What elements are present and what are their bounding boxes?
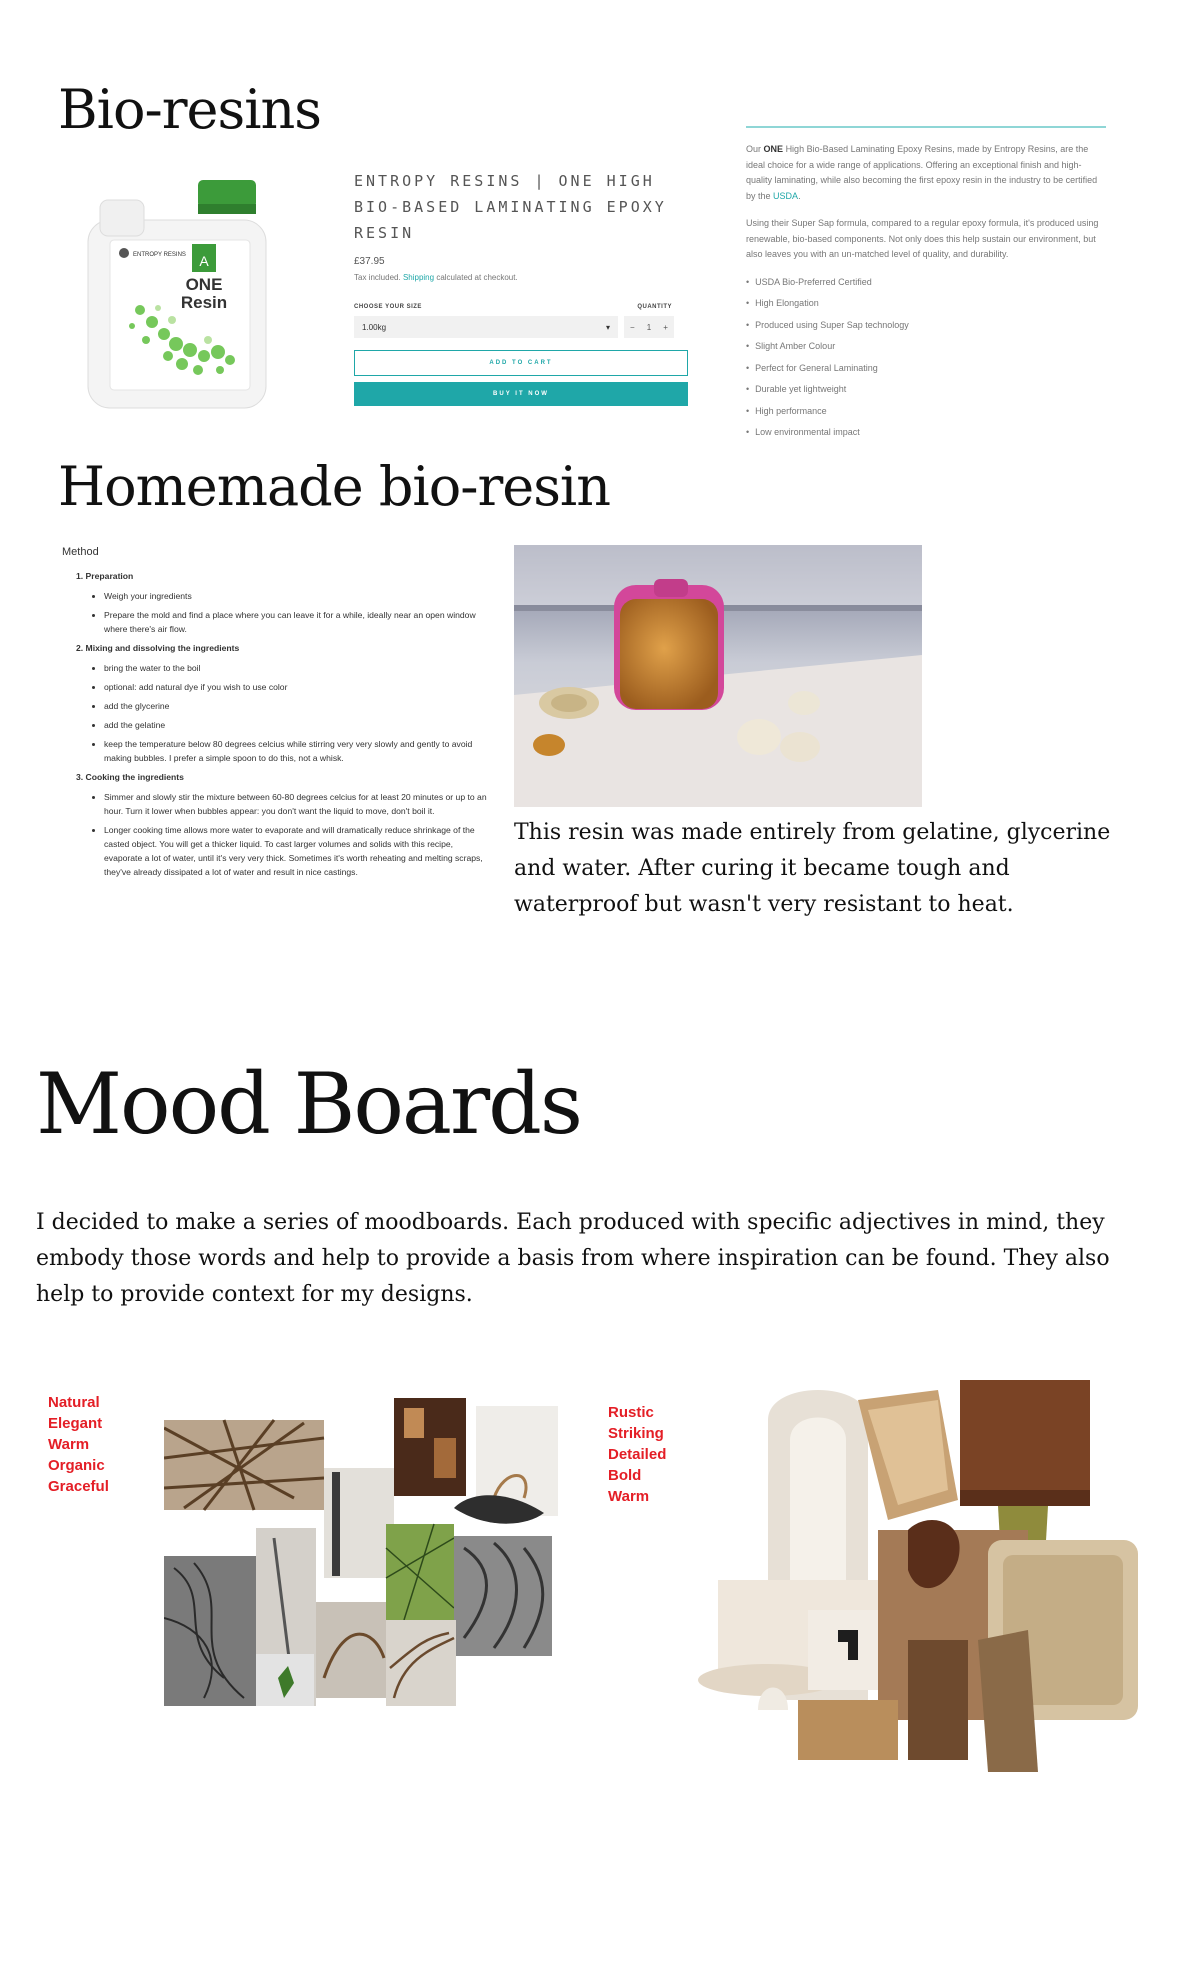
quantity-label: QUANTITY xyxy=(637,304,672,310)
quantity-value[interactable]: 1 xyxy=(646,322,652,332)
adjective: Warm xyxy=(48,1436,90,1453)
resin-bottle-image xyxy=(80,180,280,410)
step-item: • Longer cooking time allows more water to evaporate and will dramatically reduce shrinkage of the casted object. You will get a thicker liquid. To cast larger volumes and solids with this recipe, evaporate a lot of water, until it's very very thick. Sometimes it's worth reheating and melting scraps, they've already dissipated a lot of water and result in nice castings. xyxy=(104,823,490,879)
step-title: 3. Cooking the ingredients xyxy=(76,772,184,782)
feature-list xyxy=(746,275,1106,441)
adjective: Striking xyxy=(608,1425,664,1442)
svg-text:Resin: Resin xyxy=(180,293,228,312)
svg-text:ONE: ONE xyxy=(185,275,223,294)
heading-homemade-bio-resin: Homemade bio-resin xyxy=(58,455,610,518)
shipping-link[interactable]: Shipping xyxy=(402,273,435,282)
buy-now-button[interactable]: BUY IT NOW xyxy=(354,382,688,406)
method-document xyxy=(62,545,490,884)
feature-item: • USDA Bio-Preferred Certified xyxy=(746,275,1106,291)
moodboard-1 xyxy=(164,1398,564,1734)
chevron-down-icon: ▾ xyxy=(605,322,610,332)
step-item: • add the glycerine xyxy=(104,699,490,713)
feature-item: • High performance xyxy=(746,404,1106,420)
step-item: • bring the water to the boil xyxy=(104,661,490,675)
adjective: Warm xyxy=(608,1488,650,1505)
resin-photo xyxy=(514,545,922,807)
feature-item: • Durable yet lightweight xyxy=(746,382,1106,398)
mood-boards-paragraph: I decided to make a series of moodboards. Each produced with specific adjectives in mind, they embody those words and help to provide a basis from where inspiration can be found. They also help to provide context for my designs. xyxy=(36,1210,1110,1307)
svg-text:A: A xyxy=(199,253,209,269)
feature-item: • Low environmental impact xyxy=(746,425,1106,441)
photo-caption: This resin was made entirely from gelatine, glycerine and water. After curing it became tough and waterproof but wasn't very resistant to heat. xyxy=(514,820,1111,917)
feature-item: • High Elongation xyxy=(746,296,1106,312)
product-description xyxy=(746,126,1106,447)
size-label: CHOOSE YOUR SIZE xyxy=(354,304,422,310)
divider xyxy=(746,126,1106,128)
moodboard-2 xyxy=(698,1380,1148,1772)
adjective: Detailed xyxy=(608,1446,667,1463)
quantity-stepper[interactable] xyxy=(624,316,674,338)
moodboard-2-adjectives xyxy=(608,1402,666,1507)
step-title: 1. Preparation xyxy=(76,571,134,581)
step-item: • Weigh your ingredients xyxy=(104,589,490,603)
step-item: • keep the temperature below 80 degrees celcius while stirring very very slowly and gently to avoid making bubbles. I prefer a simple spoon to do this, not a whisk. xyxy=(104,737,490,765)
step-item: • Prepare the mold and find a place where you can leave it for a while, ideally near an open window where there's air flow. xyxy=(104,608,490,636)
product-title: ENTROPY RESINS | ONE HIGH BIO-BASED LAMINATING EPOXY RESIN xyxy=(354,172,667,242)
usda-link[interactable]: USDA xyxy=(773,190,799,201)
heading-bio-resins: Bio-resins xyxy=(58,78,321,141)
adjective: Rustic xyxy=(608,1404,654,1421)
description-paragraph-2: Using their Super Sap formula, compared to a regular epoxy formula, it's produced using renewable, bio-based components. Not only does this help sustain our environment, but also leaves you with an un-matched level of quality, and durability. xyxy=(746,218,1099,259)
step-item: • optional: add natural dye if you wish to use color xyxy=(104,680,490,694)
product-panel xyxy=(354,168,688,406)
quantity-increase-button[interactable]: + xyxy=(663,322,668,332)
size-select[interactable]: 1.00kg ▾ xyxy=(354,316,618,338)
tax-note: Tax included. Shipping calculated at checkout. xyxy=(354,273,518,282)
adjective: Organic xyxy=(48,1457,105,1474)
step-title: 2. Mixing and dissolving the ingredients xyxy=(76,643,240,653)
description-paragraph-1: Our ONE High Bio-Based Laminating Epoxy Resins, made by Entropy Resins, are the ideal choice for a wide range of applications. Offering an exceptional finish and high-quality laminating, while also becoming the first epoxy resin in the industry to be certified by the USDA. xyxy=(746,144,1098,201)
step-item: • add the gelatine xyxy=(104,718,490,732)
heading-mood-boards: Mood Boards xyxy=(36,1055,582,1153)
adjective: Bold xyxy=(608,1467,642,1484)
moodboard-1-adjectives xyxy=(48,1392,109,1497)
feature-item: • Slight Amber Colour xyxy=(746,339,1106,355)
adjective: Graceful xyxy=(48,1478,109,1495)
adjective: Natural xyxy=(48,1394,100,1411)
quantity-decrease-button[interactable]: − xyxy=(630,322,635,332)
svg-text:ENTROPY RESINS: ENTROPY RESINS xyxy=(133,252,186,258)
adjective: Elegant xyxy=(48,1415,103,1432)
add-to-cart-button[interactable]: ADD TO CART xyxy=(354,350,688,376)
feature-item: • Produced using Super Sap technology xyxy=(746,318,1106,334)
method-title: Method xyxy=(62,546,99,558)
product-price: £37.95 xyxy=(354,256,385,267)
feature-item: • Perfect for General Laminating xyxy=(746,361,1106,377)
step-item: • Simmer and slowly stir the mixture between 60-80 degrees celcius for at least 20 minutes or up to an hour. Turn it lower when bubbles appear: you don't want the liquid to move, don't boil it. xyxy=(104,790,490,818)
